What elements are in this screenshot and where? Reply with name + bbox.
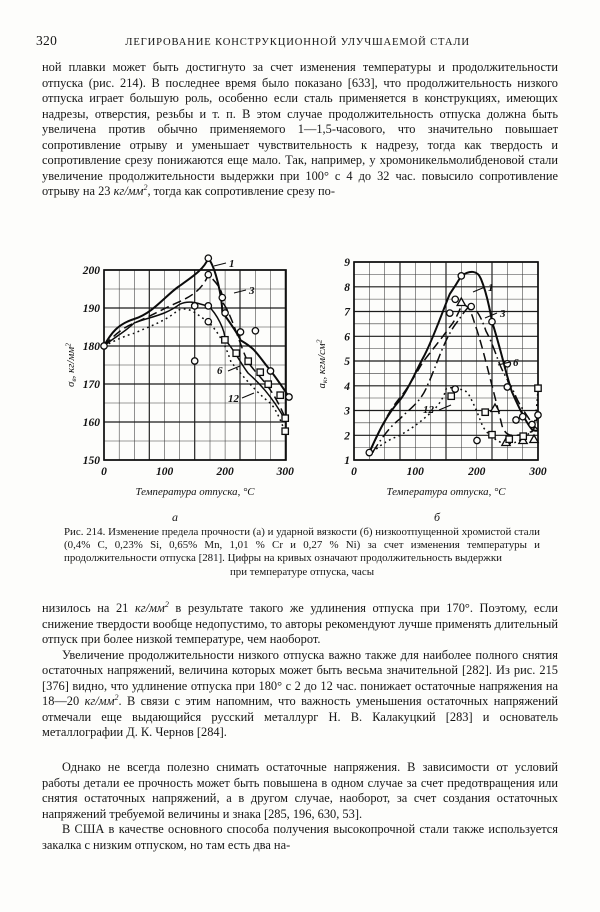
paragraph-bottom-a: Однако не всегда полезно снимать остаточные напряжения. В зависимости от условий работы детали ее прочность может быть повышена в одном случае за счет предотвращения или снятия остаточных напряжений, а в другом случае, наоборот, за счет создания остаточных напряжений требуемой величины и знака [285, 196, 630, 53]. — [42, 760, 558, 821]
unit-exponent-3: 2 — [114, 693, 119, 703]
chart-b-y-ticklabels — [343, 257, 351, 467]
figure-214 — [42, 252, 558, 592]
unit-kg-mm-3: кг/мм — [84, 694, 115, 709]
svg-text:300: 300 — [529, 466, 547, 478]
chart-b-ylabel — [315, 339, 330, 388]
unit-kg-mm-2: кг/мм — [134, 601, 165, 615]
chart-b-label-1: 1 — [488, 282, 494, 294]
paragraph-top-text: ной плавки может быть достигнуто за счет изменения температуры и продолжительности отпуска (рис. 214). В последнее время было показано [633], что продолжительность низкого отпуска играет большую роль, особенно если сталь применяется в конструкциях, имеющих надрезы, отверстия, резьбы и т. п. В этом случае продолжительность отпуска должна быть увеличена против обычно применяемого 1—1,5-часового, что значительно повышает сопротивление отрыву и уменьшает чувствительность к надрезу, тогда как твердость и сопротивление срезу понижаются еще мало. Так, например, у хромоникельмолибденовой стали увеличение продолжительности выдержки при 100° с 4 до 32 час. повысило сопротивление отрыву на 23 — [42, 60, 558, 199]
svg-text:7: 7 — [344, 306, 350, 319]
unit-exponent-2: 2 — [164, 599, 169, 609]
paragraph-mid-b — [42, 648, 558, 741]
svg-text:aк, кгм/см2: aк, кгм/$см^2$ — [314, 339, 329, 389]
unit-kg-mm: кг/мм — [113, 184, 144, 199]
chart-a-curve-labels — [214, 258, 255, 405]
svg-text:100: 100 — [406, 466, 424, 478]
paragraph-mid-b-head: Увеличение продолжительности низкого отпуска важно также для наиболее полного снятия остаточных напряжений, величина которых может быть весьма значительной [282]. Из рис. 215 [376] видно, что удлинение отпуска при 180° с 2 до 12 час. понижает остаточные напряжения на 18—20 — [42, 647, 558, 709]
chart-a-markers — [101, 255, 292, 434]
chart-b-svg — [310, 252, 550, 514]
svg-text:9: 9 — [344, 257, 350, 269]
chart-b-label-6: 6 — [513, 357, 519, 369]
chart-b-xlabel: Температура отпуска, °C — [386, 486, 506, 498]
chart-a-x-ticklabels — [101, 466, 294, 478]
chart-a-y-ticklabels — [82, 265, 101, 467]
chart-a-ylabel — [64, 343, 79, 387]
svg-text:6: 6 — [344, 331, 350, 344]
chart-b-gridlines — [354, 262, 538, 460]
figure-caption-last-line: при температуре отпуска, часы — [229, 565, 375, 578]
chart-b-label-12: 12 — [423, 404, 434, 416]
svg-text:170: 170 — [82, 379, 100, 391]
svg-text:4: 4 — [344, 380, 350, 393]
chart-a-svg — [58, 252, 296, 514]
svg-text:2: 2 — [344, 430, 350, 443]
svg-text:200: 200 — [216, 466, 234, 478]
figure-sublabel-b: б — [434, 510, 441, 524]
running-head — [36, 33, 564, 49]
chart-a-label-12: 12 — [228, 393, 239, 405]
paragraph-mid-a-head: низилось на 21 — [42, 601, 135, 615]
paragraph-mid-a — [42, 601, 558, 648]
chart-a-tensile-strength — [58, 252, 296, 514]
svg-text:3: 3 — [344, 405, 350, 418]
page-folio: 320 — [36, 33, 58, 48]
svg-text:300: 300 — [276, 466, 294, 478]
body-text-bottom — [42, 760, 558, 853]
svg-text:100: 100 — [155, 466, 174, 478]
paragraph-bottom-b: В США в качестве основного способа получения высокопрочной стали также используется закалка с низким отпуском, но там есть два на- — [42, 822, 558, 852]
chart-a-label-3: 3 — [249, 285, 255, 297]
svg-text:σв, кг/мм2: σв, $кг/мм^2$ — [63, 343, 78, 387]
chart-b-curve-labels — [423, 282, 519, 416]
running-title: ЛЕГИРОВАНИЕ КОНСТРУКЦИОННОЙ УЛУЧШАЕМОЙ СТАЛИ — [125, 37, 470, 48]
chart-b-impact-toughness — [310, 252, 550, 514]
chart-a-label-6: 6 — [217, 365, 223, 377]
paragraph-mid-b-tail: . В связи с этим напомним, что важность уменьшения остаточных напряжений отмечали еще выдающийся русский металлург Н. В. Калакуцкий [283] и основатель металлографии Д. К. Чернов [284]. — [42, 694, 558, 740]
chart-a-label-1: 1 — [229, 258, 235, 270]
figure-sublabel-a: а — [172, 510, 178, 524]
svg-text:150: 150 — [82, 455, 100, 467]
svg-text:0: 0 — [101, 466, 107, 478]
figure-charts — [42, 252, 558, 514]
unit-exponent: 2 — [143, 183, 148, 193]
body-text-middle — [42, 601, 558, 741]
figure-caption — [64, 526, 540, 579]
svg-text:190: 190 — [82, 303, 100, 315]
svg-text:200: 200 — [468, 466, 486, 478]
svg-text:200: 200 — [82, 265, 100, 277]
figure-caption-main: Рис. 214. Изменение предела прочности (а) и ударной вязкости (б) низкоотпущенной хромистой стали (0,4% C, 0,23% Si, 0,65% Mn, 1,01 % Cr и 0,27 % Ni) за счет изменения температуры и продолжительности отпуска [281]. Цифры на кривых означают продолжительность выдержки — [64, 526, 540, 565]
chart-a-xlabel: Температура отпуска, °C — [135, 486, 255, 498]
svg-text:5: 5 — [344, 356, 350, 368]
chart-a-gridlines — [104, 270, 286, 460]
paragraph-continued — [42, 60, 558, 200]
chart-b-label-3: 3 — [500, 308, 506, 320]
svg-text:0: 0 — [351, 466, 357, 478]
svg-text:160: 160 — [82, 417, 100, 429]
body-text-top — [42, 60, 558, 200]
chart-b-x-ticklabels — [351, 466, 547, 478]
svg-text:1: 1 — [344, 455, 350, 467]
paragraph-mid-a-tail: в результате такого же удлинения отпуска при 170°. Поэтому, если снижение твердости вообще недопустимо, то авторы рекомендуют лучше применять длительный отпуск при более низкой температуре, чем наоборот. — [42, 601, 558, 647]
paragraph-top-tail: , тогда как сопротивление срезу по- — [147, 184, 335, 199]
svg-text:180: 180 — [82, 341, 100, 353]
svg-text:8: 8 — [344, 281, 350, 294]
